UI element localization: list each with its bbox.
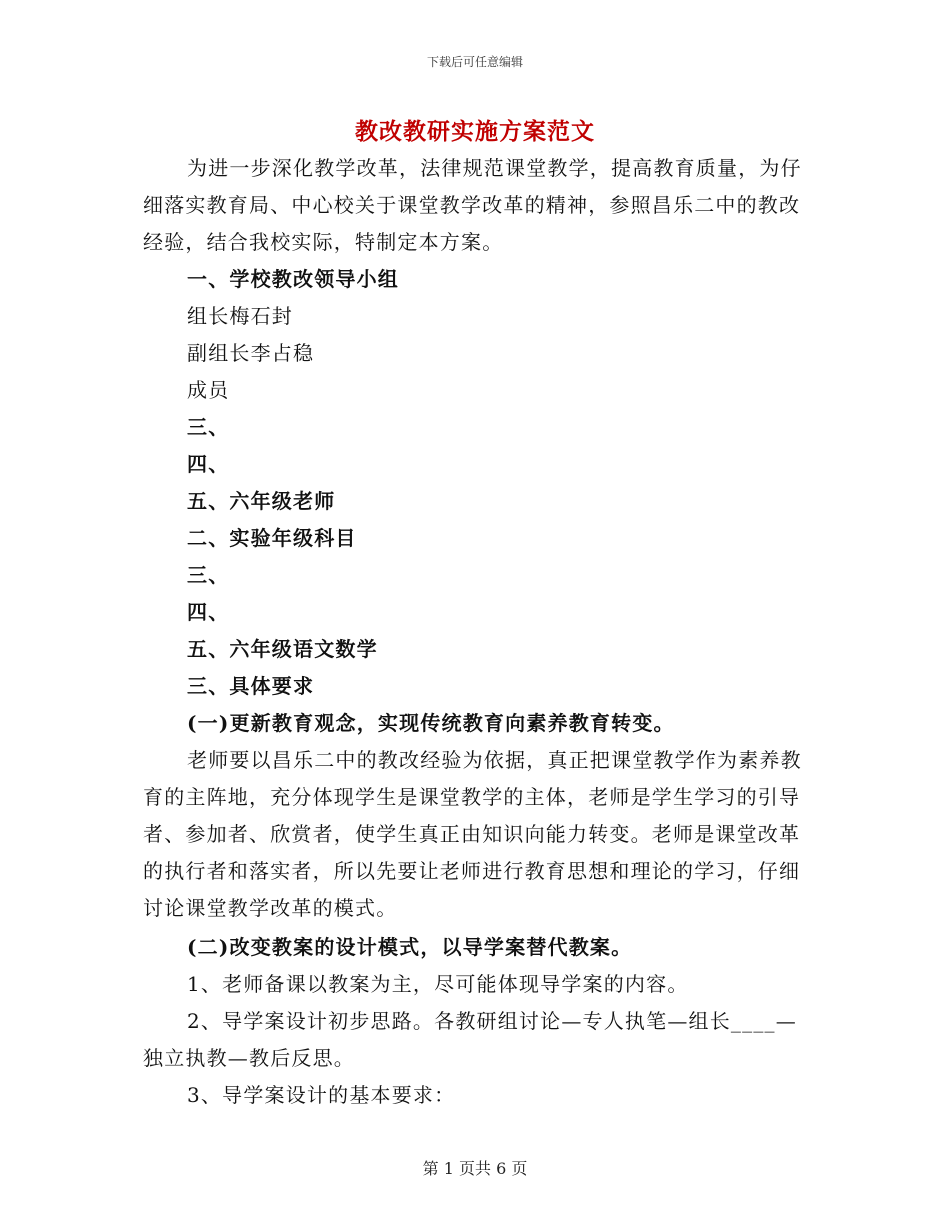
line-four-a: 四、 bbox=[187, 452, 230, 476]
header-note: 下载后可任意编辑 bbox=[426, 55, 523, 69]
list-item-1: 1、老师备课以教案为主，尽可能体现导学案的内容。 bbox=[187, 972, 689, 996]
subsection-heading-1: (一)更新教育观念，实现传统教育向素养教育转变。 bbox=[187, 711, 675, 735]
document-body bbox=[143, 150, 807, 1114]
section-heading-requirements: 三、具体要求 bbox=[187, 674, 315, 698]
subsection-heading-2: (二)改变教案的设计模式，以导学案替代教案。 bbox=[187, 935, 633, 959]
section-heading-leadership: 一、学校教改领导小组 bbox=[187, 267, 399, 291]
line-members: 成员 bbox=[187, 378, 230, 402]
line-three-b: 三、 bbox=[187, 563, 230, 587]
page-number: 第 1 页共 6 页 bbox=[422, 1159, 528, 1178]
line-five-a: 五、六年级老师 bbox=[187, 489, 336, 513]
section-heading-subjects: 二、实验年级科目 bbox=[187, 526, 357, 550]
list-item-2: 2、导学案设计初步思路。各教研组讨论—专人执笔—组长____—独立执教—教后反思。 bbox=[143, 1009, 797, 1070]
document-title: 教改教研实施方案范文 bbox=[355, 118, 595, 145]
intro-paragraph: 为进一步深化教学改革，法律规范课堂教学，提高教育质量，为仔细落实教育局、中心校关于课堂教学改革的精神，参照昌乐二中的教改经验，结合我校实际，特制定本方案。 bbox=[143, 156, 802, 254]
line-deputy-leader: 副组长李占稳 bbox=[187, 341, 315, 365]
paragraph-teacher-role: 老师要以昌乐二中的教改经验为依据，真正把课堂教学作为素养教育的主阵地，充分体现学生是课堂教学的主体，老师是学生学习的引导者、参加者、欣赏者，使学生真正由知识向能力转变。老师是课堂改革的执行者和落实者，所以先要让老师进行教育思想和理论的学习，仔细讨论课堂教学改革的模式。 bbox=[143, 748, 802, 920]
line-three-a: 三、 bbox=[187, 415, 230, 439]
line-four-b: 四、 bbox=[187, 600, 230, 624]
line-five-b: 五、六年级语文数学 bbox=[187, 637, 378, 661]
line-leader: 组长梅石封 bbox=[187, 304, 293, 328]
list-item-3: 3、导学案设计的基本要求： bbox=[187, 1083, 456, 1107]
